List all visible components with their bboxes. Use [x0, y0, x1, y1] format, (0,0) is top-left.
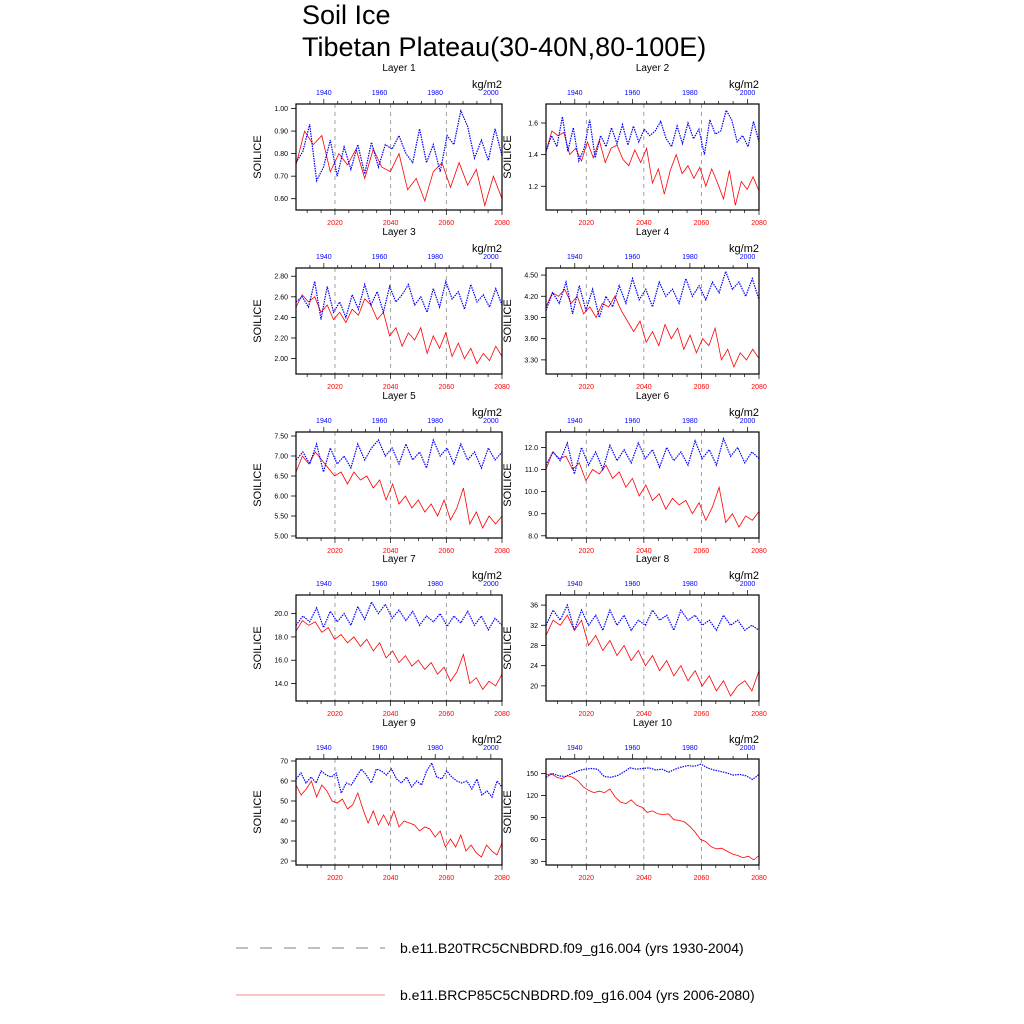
y-axis-label: SOILICE: [252, 299, 264, 343]
x-bottom-tick-label: 2080: [751, 875, 767, 882]
y-tick-label: 40: [280, 818, 288, 826]
x-top-tick-label: 1940: [566, 418, 583, 425]
units-label: kg/m2: [729, 570, 759, 582]
x-top-tick-label: 2000: [483, 418, 499, 425]
x-bottom-tick-label: 2060: [693, 711, 710, 718]
x-bottom-tick-label: 2040: [382, 548, 399, 555]
series-future-line: [296, 781, 502, 857]
x-bottom-tick-label: 2060: [693, 875, 710, 882]
x-top-tick-label: 1960: [624, 418, 641, 425]
x-bottom-tick-label: 2040: [636, 711, 652, 718]
panel-title: Layer 6: [635, 391, 670, 402]
y-tick-label: 2.20: [274, 335, 288, 343]
chart-title: Soil Ice: [302, 0, 391, 30]
x-bottom-tick-label: 2020: [578, 384, 595, 391]
series-future-line: [546, 774, 759, 860]
x-top-tick-label: 1940: [566, 254, 583, 261]
y-tick-label: 3.30: [524, 357, 538, 365]
x-top-tick-label: 1960: [624, 745, 641, 752]
units-label: kg/m2: [472, 407, 502, 419]
series-historical-line: [546, 605, 759, 630]
y-axis-label: SOILICE: [502, 135, 514, 179]
x-top-tick-label: 1960: [371, 254, 388, 261]
x-bottom-tick-label: 2060: [438, 711, 455, 718]
x-bottom-tick-label: 2020: [327, 220, 343, 227]
panel-layer-8: [502, 554, 767, 718]
x-bottom-tick-label: 2060: [438, 548, 455, 555]
x-bottom-tick-label: 2040: [382, 875, 399, 882]
series-future-line: [546, 615, 759, 696]
y-tick-label: 2.40: [274, 314, 288, 322]
series-future-line: [296, 131, 502, 205]
y-tick-label: 28: [530, 642, 538, 650]
y-axis-label: SOILICE: [252, 790, 264, 834]
y-tick-label: 150: [526, 771, 538, 779]
y-tick-label: 4.50: [524, 272, 538, 280]
y-tick-label: 32: [530, 622, 538, 630]
units-label: kg/m2: [729, 407, 759, 419]
plot-frame: [546, 268, 759, 374]
y-tick-label: 11.0: [524, 467, 538, 475]
chart-subtitle: Tibetan Plateau(30-40N,80-100E): [302, 32, 707, 62]
y-tick-label: 50: [280, 798, 288, 806]
x-bottom-tick-label: 2020: [578, 548, 595, 555]
x-bottom-tick-label: 2080: [751, 384, 767, 391]
x-bottom-tick-label: 2060: [438, 384, 455, 391]
x-bottom-tick-label: 2060: [438, 220, 455, 227]
x-bottom-tick-label: 2040: [636, 548, 652, 555]
y-tick-label: 2.80: [274, 273, 288, 281]
x-top-tick-label: 1960: [371, 418, 388, 425]
units-label: kg/m2: [472, 79, 502, 91]
y-tick-label: 120: [526, 793, 538, 801]
x-top-tick-label: 1960: [371, 581, 388, 588]
y-tick-label: 2.00: [274, 356, 288, 364]
x-top-tick-label: 1940: [316, 254, 332, 261]
y-tick-label: 7.50: [274, 433, 288, 441]
y-axis-label: SOILICE: [502, 299, 514, 343]
panel-title: Layer 3: [382, 227, 416, 238]
y-tick-label: 1.00: [274, 106, 288, 114]
y-tick-label: 30: [280, 838, 288, 846]
units-label: kg/m2: [472, 570, 502, 582]
legend-label-historical: b.e11.B20TRC5CNBDRD.f09_g16.004 (yrs 1930-2004): [400, 940, 744, 956]
x-bottom-tick-label: 2080: [494, 384, 510, 391]
x-top-tick-label: 1940: [566, 745, 583, 752]
x-bottom-tick-label: 2080: [751, 220, 767, 227]
y-tick-label: 2.60: [274, 294, 288, 302]
x-top-tick-label: 1980: [427, 581, 443, 588]
x-top-tick-label: 1980: [682, 418, 698, 425]
y-tick-label: 12.0: [524, 444, 538, 452]
panel-layer-5: [252, 391, 510, 555]
y-axis-label: SOILICE: [252, 135, 264, 179]
y-tick-label: 24: [530, 663, 538, 671]
y-axis-label: SOILICE: [252, 463, 264, 507]
x-top-tick-label: 1960: [624, 90, 641, 97]
y-tick-label: 1.4: [528, 152, 538, 160]
series-future-line: [296, 295, 502, 364]
y-tick-label: 4.20: [524, 293, 538, 301]
series-historical-line: [296, 111, 502, 181]
x-top-tick-label: 1940: [316, 745, 332, 752]
units-label: kg/m2: [729, 79, 759, 91]
x-bottom-tick-label: 2020: [327, 711, 343, 718]
y-tick-label: 5.50: [274, 513, 288, 521]
x-bottom-tick-label: 2080: [494, 711, 510, 718]
x-bottom-tick-label: 2080: [494, 548, 510, 555]
x-top-tick-label: 2000: [483, 581, 499, 588]
x-bottom-tick-label: 2020: [578, 711, 595, 718]
series-historical-line: [546, 272, 759, 318]
x-top-tick-label: 2000: [739, 581, 756, 588]
x-bottom-tick-label: 2080: [751, 548, 767, 555]
plot-frame: [546, 759, 759, 865]
units-label: kg/m2: [729, 734, 759, 746]
series-future-line: [546, 289, 759, 367]
x-top-tick-label: 1960: [624, 254, 641, 261]
x-bottom-tick-label: 2040: [636, 220, 652, 227]
y-axis-label: SOILICE: [502, 626, 514, 670]
series-historical-line: [296, 440, 502, 472]
units-label: kg/m2: [472, 243, 502, 255]
panel-title: Layer 1: [382, 63, 416, 74]
x-bottom-tick-label: 2020: [578, 220, 595, 227]
x-bottom-tick-label: 2080: [494, 220, 510, 227]
panel-layer-6: [502, 391, 767, 555]
panel-layer-9: [252, 718, 510, 882]
x-top-tick-label: 1980: [427, 745, 443, 752]
y-tick-label: 90: [530, 814, 538, 822]
series-historical-line: [296, 281, 502, 319]
y-tick-label: 20.0: [274, 611, 288, 619]
x-top-tick-label: 1980: [427, 90, 443, 97]
panel-title: Layer 9: [382, 718, 416, 729]
x-bottom-tick-label: 2080: [494, 875, 510, 882]
series-historical-line: [546, 764, 759, 779]
panel-title: Layer 8: [635, 554, 670, 565]
x-top-tick-label: 1940: [566, 581, 583, 588]
y-tick-label: 0.70: [274, 173, 288, 181]
panel-layer-2: [502, 63, 767, 227]
x-top-tick-label: 2000: [483, 90, 499, 97]
y-tick-label: 3.90: [524, 314, 538, 322]
x-bottom-tick-label: 2060: [693, 384, 710, 391]
y-tick-label: 20: [280, 858, 288, 866]
series-historical-line: [296, 763, 502, 797]
series-future-line: [296, 621, 502, 690]
x-bottom-tick-label: 2040: [636, 384, 652, 391]
x-top-tick-label: 1980: [427, 254, 443, 261]
x-top-tick-label: 2000: [739, 418, 756, 425]
x-bottom-tick-label: 2060: [438, 875, 455, 882]
x-top-tick-label: 1980: [682, 581, 698, 588]
panel-title: Layer 4: [635, 227, 670, 238]
y-tick-label: 60: [530, 836, 538, 844]
x-top-tick-label: 1960: [371, 745, 388, 752]
x-bottom-tick-label: 2080: [751, 711, 767, 718]
units-label: kg/m2: [472, 734, 502, 746]
x-top-tick-label: 1980: [682, 745, 698, 752]
y-tick-label: 0.80: [274, 151, 288, 159]
y-tick-label: 0.60: [274, 196, 288, 204]
x-top-tick-label: 1980: [427, 418, 443, 425]
x-top-tick-label: 2000: [483, 745, 499, 752]
series-future-line: [546, 131, 759, 205]
x-bottom-tick-label: 2040: [636, 875, 652, 882]
x-bottom-tick-label: 2060: [693, 220, 710, 227]
y-tick-label: 1.2: [528, 183, 538, 191]
y-tick-label: 5.00: [274, 533, 288, 541]
x-top-tick-label: 2000: [739, 254, 756, 261]
y-tick-label: 70: [280, 758, 288, 766]
series-historical-line: [546, 439, 759, 474]
y-axis-label: SOILICE: [502, 463, 514, 507]
plot-frame: [296, 759, 502, 865]
y-tick-label: 14.0: [274, 681, 288, 689]
y-axis-label: SOILICE: [252, 626, 264, 670]
y-tick-label: 20: [530, 683, 538, 691]
panel-layer-7: [252, 554, 510, 718]
y-tick-label: 6.50: [274, 473, 288, 481]
y-tick-label: 0.90: [274, 128, 288, 136]
x-top-tick-label: 2000: [739, 90, 756, 97]
y-tick-label: 16.0: [274, 657, 288, 665]
panel-title: Layer 2: [635, 63, 670, 74]
legend-label-future: b.e11.BRCP85C5CNBDRD.f09_g16.004 (yrs 2006-2080): [400, 987, 755, 1003]
panel-title: Layer 10: [633, 718, 672, 729]
x-top-tick-label: 1940: [316, 90, 332, 97]
plot-frame: [296, 268, 502, 374]
series-historical-line: [546, 110, 759, 161]
y-tick-label: 36: [530, 602, 538, 610]
panel-layer-4: [502, 227, 767, 391]
y-tick-label: 9.0: [528, 511, 538, 519]
y-tick-label: 60: [280, 778, 288, 786]
y-tick-label: 18.0: [274, 634, 288, 642]
y-tick-label: 3.60: [524, 336, 538, 344]
y-tick-label: 7.00: [274, 453, 288, 461]
x-bottom-tick-label: 2040: [382, 384, 399, 391]
y-tick-label: 6.00: [274, 493, 288, 501]
x-top-tick-label: 1960: [371, 90, 388, 97]
x-bottom-tick-label: 2020: [327, 548, 343, 555]
x-top-tick-label: 1940: [566, 90, 583, 97]
y-tick-label: 1.6: [528, 120, 538, 128]
x-top-tick-label: 1940: [316, 418, 332, 425]
panel-title: Layer 7: [382, 554, 416, 565]
panel-title: Layer 5: [382, 391, 416, 402]
units-label: kg/m2: [729, 243, 759, 255]
x-bottom-tick-label: 2020: [578, 875, 595, 882]
y-tick-label: 30: [530, 858, 538, 866]
series-future-line: [546, 452, 759, 527]
x-top-tick-label: 1980: [682, 90, 698, 97]
panel-layer-1: [252, 63, 510, 227]
x-bottom-tick-label: 2040: [382, 711, 399, 718]
x-top-tick-label: 2000: [739, 745, 756, 752]
panel-layer-10: [502, 718, 767, 882]
y-axis-label: SOILICE: [502, 790, 514, 834]
series-historical-line: [296, 602, 502, 630]
x-top-tick-label: 1960: [624, 581, 641, 588]
x-bottom-tick-label: 2040: [382, 220, 399, 227]
x-bottom-tick-label: 2020: [327, 384, 343, 391]
x-bottom-tick-label: 2060: [693, 548, 710, 555]
x-top-tick-label: 1980: [682, 254, 698, 261]
x-bottom-tick-label: 2020: [327, 875, 343, 882]
y-tick-label: 8.0: [528, 533, 538, 541]
x-top-tick-label: 1940: [316, 581, 332, 588]
y-tick-label: 10.0: [524, 489, 538, 497]
x-top-tick-label: 2000: [483, 254, 499, 261]
panel-layer-3: [252, 227, 510, 391]
